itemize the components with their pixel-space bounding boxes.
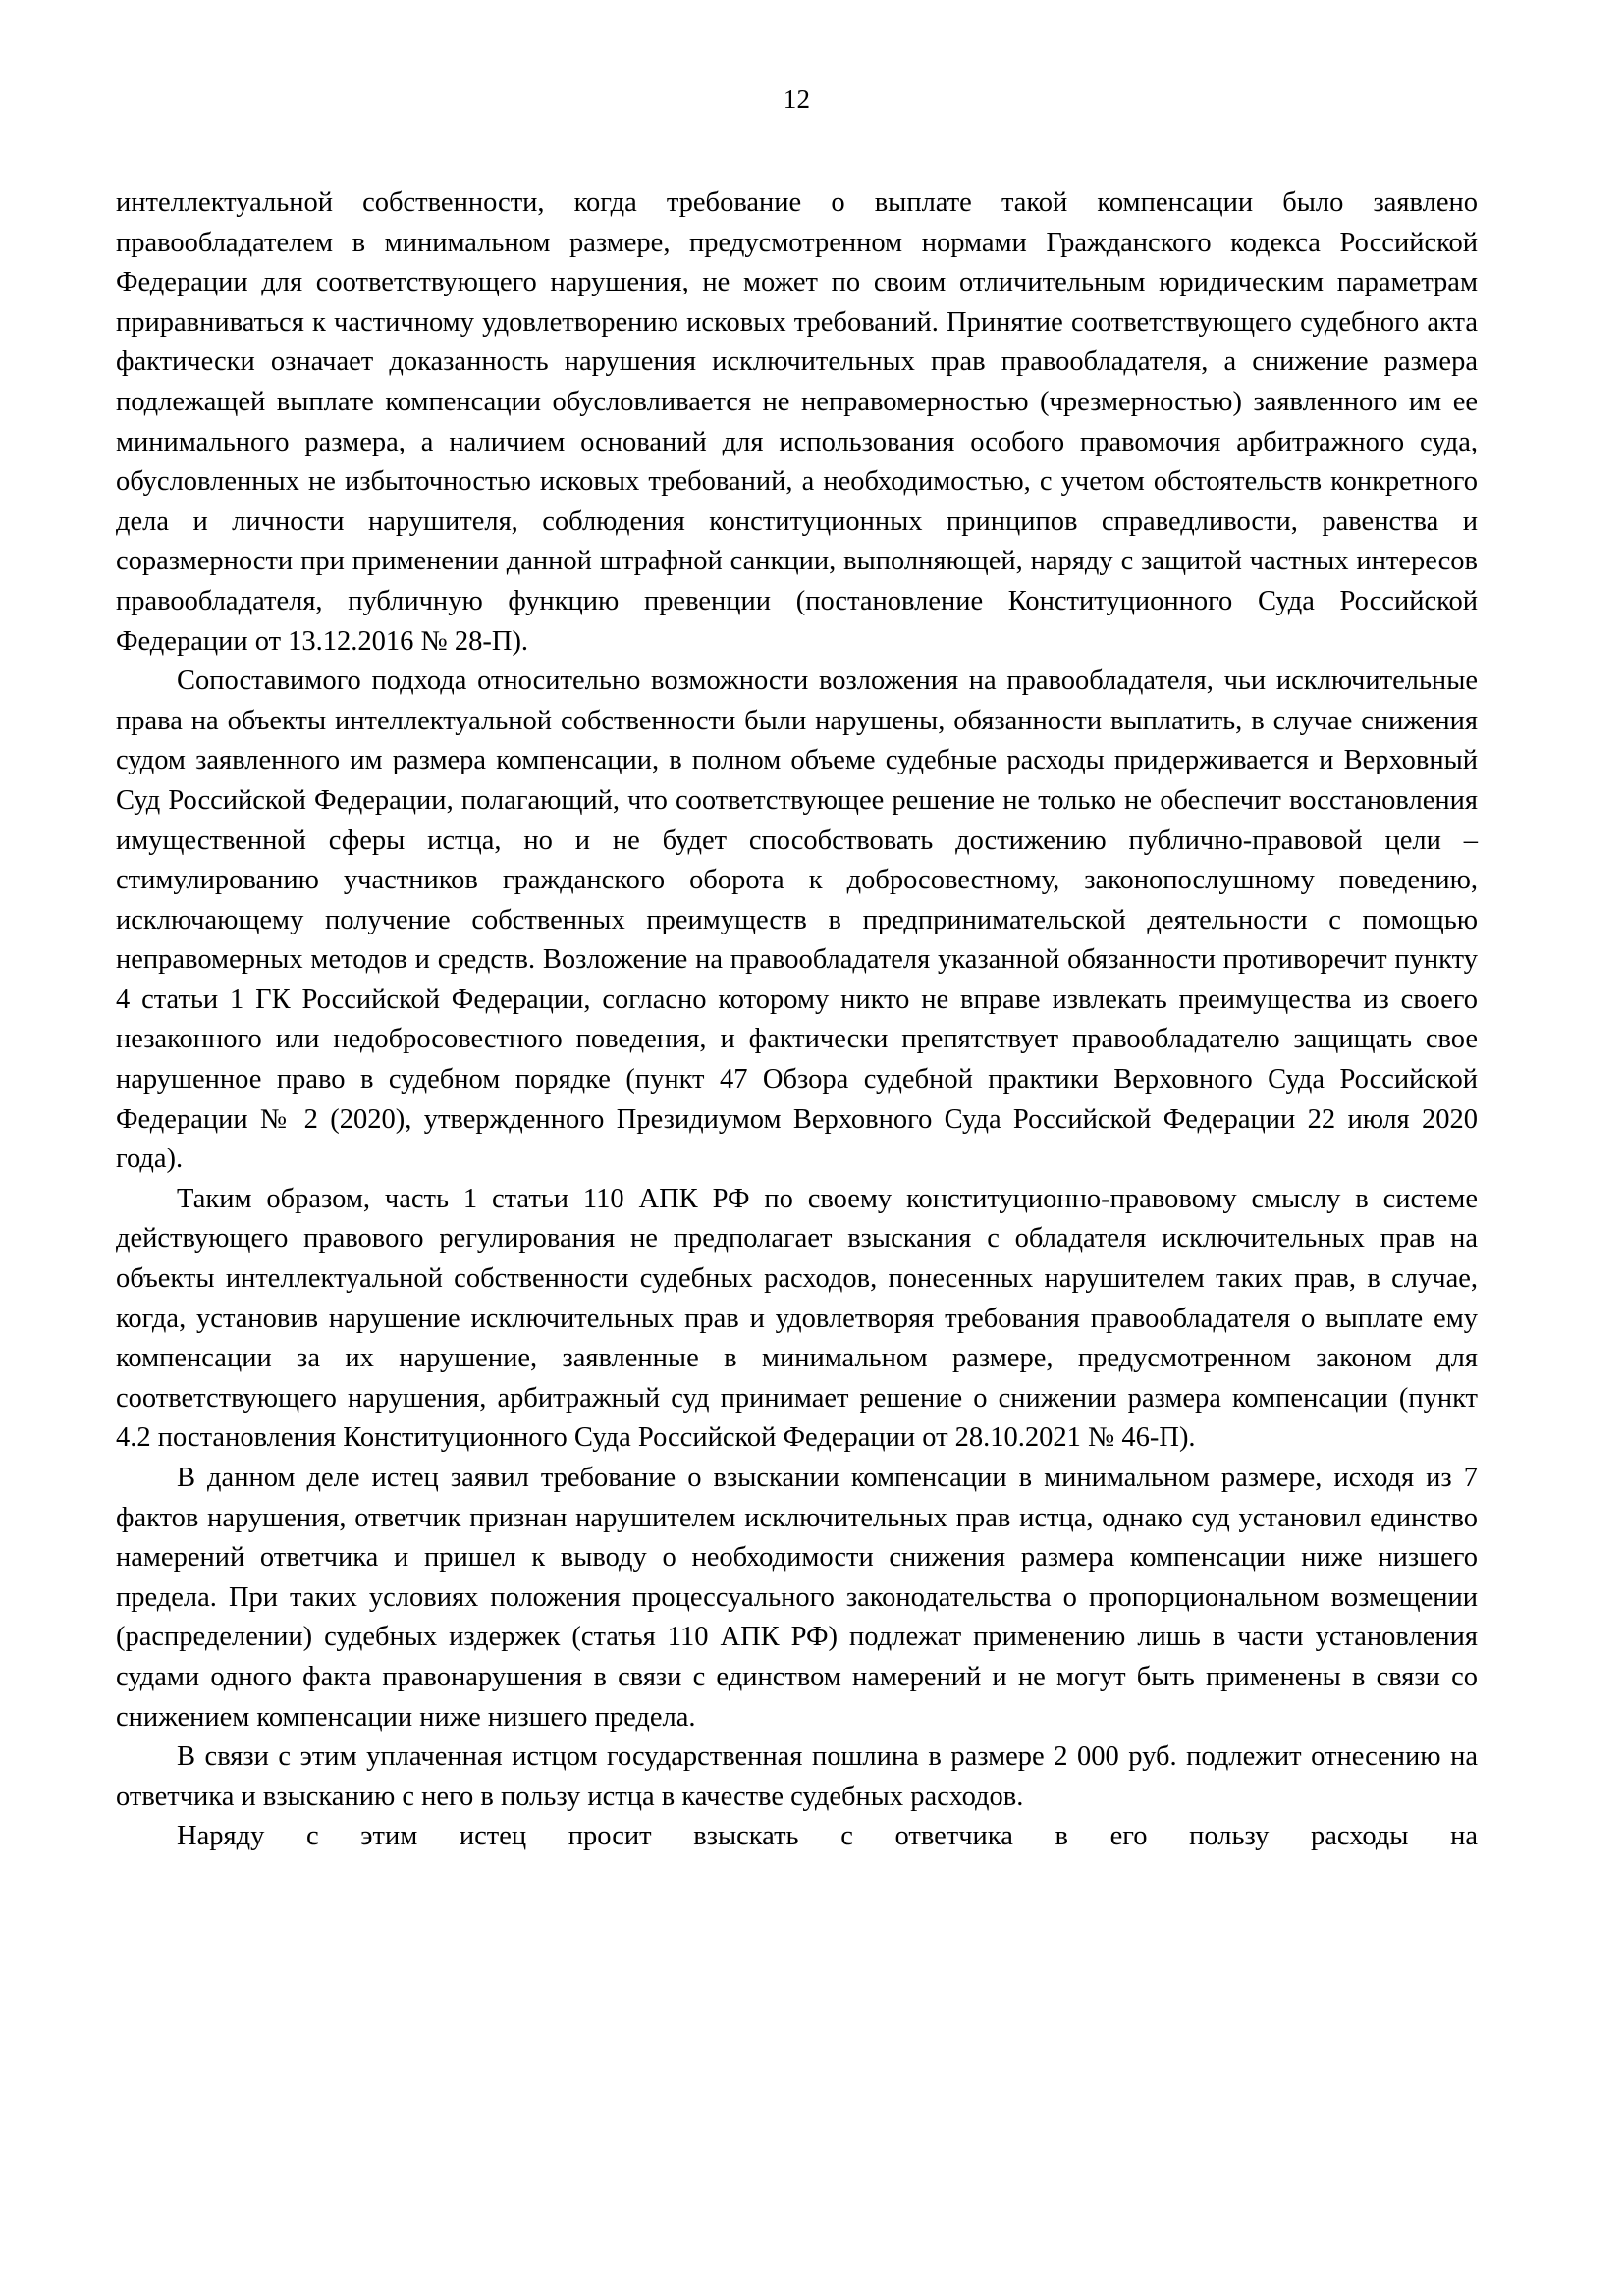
page-number: 12 [783, 84, 811, 114]
paragraph-thus-article-110: Таким образом, часть 1 статьи 110 АПК РФ по своему конституционно-правовому смыслу в системе действующего правового регулирования не предполагает взыскания с обладателя исключительных прав на объекты интеллектуальной собственности судебных расходов, понесенных нарушителем таких прав, в случае, когда, установив нарушение исключительных прав и удовлетворяя требования правообладателя о выплате ему компенсации за их нарушение, заявленные в минимальном размере, предусмотренном законом для соответствующего нарушения, арбитражный суд принимает решение о снижении размера компенсации (пункт 4.2 постановления Конституционного Суда Российской Федерации от 28.10.2021 № 46-П). [116, 1183, 1478, 1454]
paragraph-case-claim: В данном деле истец заявил требование о взыскании компенсации в минимальном размере, исходя из 7 фактов нарушения, ответчик признан нарушителем исключительных прав истца, однако суд установил единство намерений ответчика и пришел к выводу о необходимости снижения размера компенсации ниже низшего предела. При таких условиях положения процессуального законодательства о пропорциональном возмещении (распределении) судебных издержек (статья 110 АПК РФ) подлежат применению лишь в части установления судами одного факта правонарушения в связи с единством намерений и не могут быть применены в связи со снижением компенсации ниже низшего предела. [116, 1463, 1478, 1733]
document-body [116, 184, 1478, 1857]
paragraph-intellectual-property: интеллектуальной собственности, когда требование о выплате такой компенсации было заявлено правообладателем в минимальном размере, предусмотренном нормами Гражданского кодекса Российской Федерации для соответствующего нарушения, не может по своим отличительным юридическим параметрам приравниваться к частичному удовлетворению исковых требований. Принятие соответствующего судебного акта фактически означает доказанность нарушения исключительных прав правообладателя, а снижение размера подлежащей выплате компенсации обусловливается не неправомерностью (чрезмерностью) заявленного им ее минимального размера, а наличием оснований для использования особого правомочия арбитражного суда, обусловленных не избыточностью исковых требований, а необходимостью, с учетом обстоятельств конкретного дела и личности нарушителя, соблюдения конституционных принципов справедливости, равенства и соразмерности при применении данной штрафной санкции, выполняющей, наряду с защитой частных интересов правообладателя, публичную функцию превенции (постановление Конституционного Суда Российской Федерации от 13.12.2016 № 28-П). [116, 187, 1478, 657]
paragraph-state-duty: В связи с этим уплаченная истцом государственная пошлина в размере 2 000 руб. подлежит отнесению на ответчика и взысканию с него в пользу истца в качестве судебных расходов. [116, 1741, 1478, 1812]
paragraph-plaintiff-expenses: Наряду с этим истец просит взыскать с ответчика в его пользу расходы на [177, 1821, 1478, 1852]
paragraph-comparable-approach: Сопоставимого подхода относительно возможности возложения на правообладателя, чьи исключительные права на объекты интеллектуальной собственности были нарушены, обязанности выплатить, в случае снижения судом заявленного им размера компенсации, в полном объеме судебные расходы придерживается и Верховный Суд Российской Федерации, полагающий, что соответствующее решение не только не обеспечит восстановления имущественной сферы истца, но и не будет способствовать достижению публично-правовой цели – стимулированию участников гражданского оборота к добросовестному, законопослушному поведению, исключающему получение собственных преимуществ в предпринимательской деятельности с помощью неправомерных методов и средств. Возложение на правообладателя указанной обязанности противоречит пункту 4 статьи 1 ГК Российской Федерации, согласно которому никто не вправе извлекать преимущества из своего незаконного или недобросовестного поведения, и фактически препятствует правообладателю защищать свое нарушенное право в судебном порядке (пункт 47 Обзора судебной практики Верховного Суда Российской Федерации № 2 (2020), утвержденного Президиумом Верховного Суда Российской Федерации 22 июля 2020 года). [116, 666, 1478, 1175]
